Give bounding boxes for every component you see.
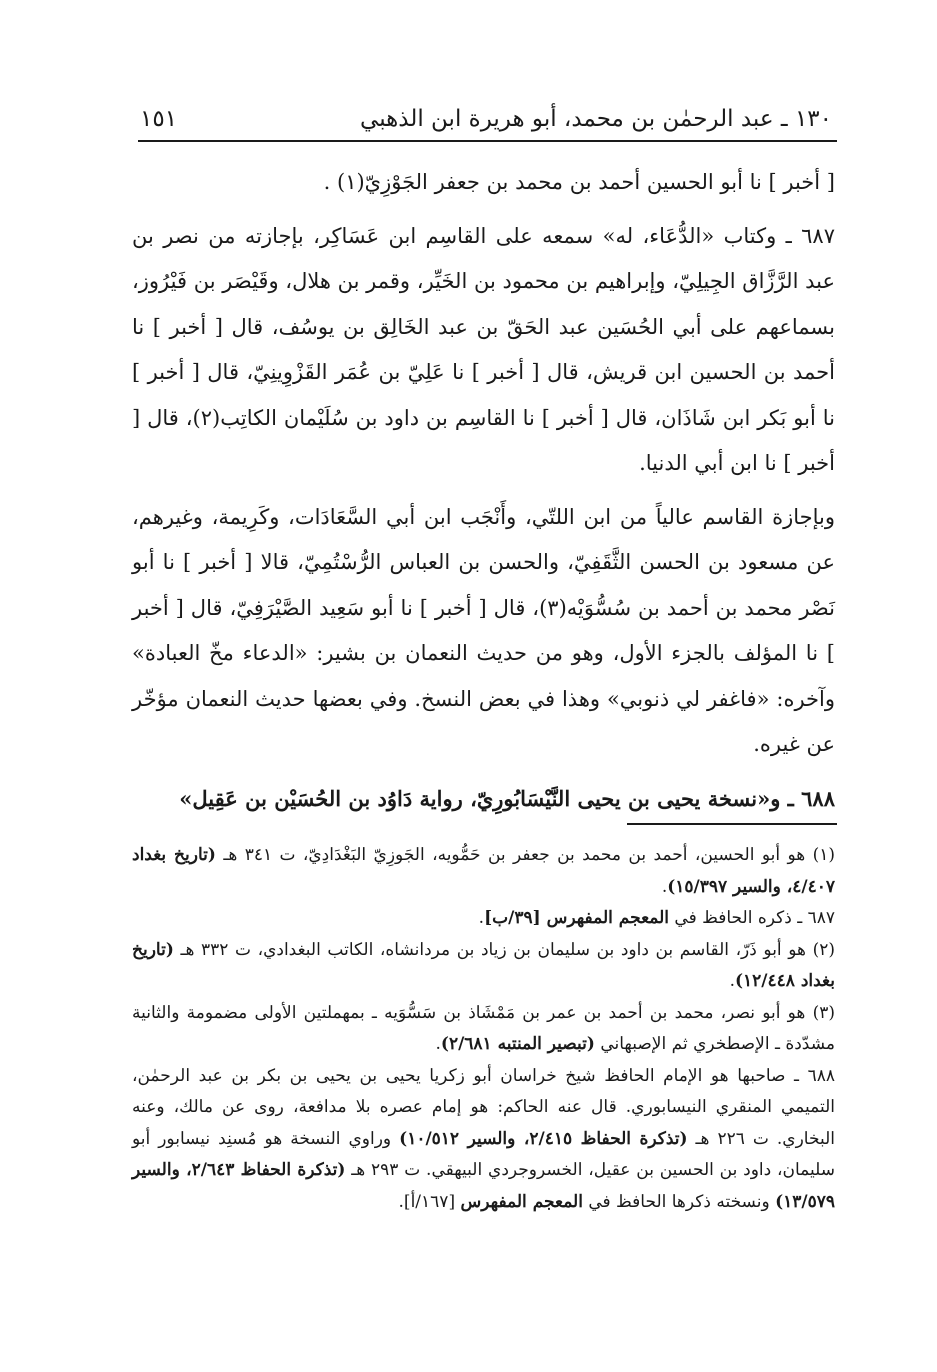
footnote-688: ٦٨٨ ـ صاحبها هو الإمام الحافظ شيخ خراسان أبو زكريا يحيى بن يحيى بن بكر بن عبد الرحمٰن، التميمي المنقري النيسابوري. قال عنه الحاكم: هو إمام عصره بلا مدافعة، روى عن مالك، وعنه البخاري. ت ٢٢٦ هـ (تذكرة الحفاظ ٢/٤١٥، والسير ١٠/٥١٢) وراوي النسخة هو مُسنِد نيسابور أبو سليمان، داود بن الحسين بن عقيل، الخسروجردي البيهقي. ت ٢٩٣ هـ (تذكرة الحفاظ ٢/٦٤٣، والسير ١٣/٥٧٩) ونسخته ذكرها الحافظ في المعجم المفهرس [١٦٧/أ].: [132, 1065, 836, 1212]
page-number: ١٥١: [140, 106, 178, 132]
footnote-2: (٢) هو أبو ذَرّ، القاسم بن داود بن سليمان بن زياد بن مردانشاه، الكاتب البغدادي، ت ٣٣٢ هـ (تاريخ بغداد ١٢/٤٤٨).: [132, 939, 835, 991]
footnote-687: ٦٨٧ ـ ذكره الحافظ في المعجم المفهرس [٣٩/ب].: [478, 908, 835, 928]
main-text: [132, 160, 835, 829]
footnote-1: (١) هو أبو الحسين، أحمد بن محمد بن جعفر بن حَمُّويه، الجَوزِيّ البَغْدَادِيّ، ت ٣٤١ هـ (تاريخ بغداد ٤/٤٠٧، والسير ١٥/٣٩٧).: [132, 845, 836, 897]
paragraph-1: [ أخبر ] نا أبو الحسين أحمد بن محمد بن جعفر الجَوْزِيّ(١) .: [323, 170, 835, 194]
paragraph-687: ٦٨٧ ـ وكتاب «الدُّعَاء، له» سمعه على القاسِم ابن عَسَاكِر، بإجازته من نصر بن عبد الرَّزَّاق الجِيلِيّ، وإبراهيم بن محمود بن الخَيِّر، وقمر بن هلال، وقَيْصَر بن فَيْرُوز، بسماعهم على أبي الحُسَين عبد الحَقّ بن عبد الخَالِق بن يوسُف، قال [ أخبر ] نا أحمد بن الحسين ابن قريش، قال [ أخبر ] نا عَلِيّ بن عُمَر القَزْوِينِيّ، قال [ أخبر ] نا أبو بَكر ابن شَاذَان، قال [ أخبر ] نا القاسِم بن داود بن سُلَيْمان الكاتِب(٢)، قال [ أخبر ] نا ابن أبي الدنيا.: [132, 223, 835, 475]
footnotes: [132, 840, 835, 1218]
running-title: ١٣٠ ـ عبد الرحمٰن بن محمد، أبو هريرة ابن الذهبي: [360, 106, 832, 132]
header-divider: [138, 140, 837, 142]
footnote-divider: [627, 823, 837, 825]
paragraph-3: وبإجازة القاسم عالياً من ابن اللتّي، وأَنْجَب ابن أبي السَّعَادَات، وكَرِيمة، وغيرهم، عن مسعود بن الحسن الثَّقَفِيّ، والحسن بن العباس الرُّسْتُمِيّ، قالا [ أخبر ] نا أبو نَصْر محمد بن أحمد بن سُسُّوَيْه(٣)، قال [ أخبر ] نا أبو سَعِيد الصَّيْرَفِيّ، قال [ أخبر ] نا المؤلف بالجزء الأول، وهو من حديث النعمان بن بشير: «الدعاء مخّ العبادة» وآخره: «فاغفر لي ذنوبي» وهذا في بعض النسخ. وفي بعضها حديث النعمان مؤخّر عن غيره.: [132, 504, 835, 756]
footnote-3: (٣) هو أبو نصر، محمد بن أحمد بن عمر بن مَمْشَاذ بن سَسُّوَيه ـ بمهملتين الأولى مضمومة والثانية مشدّدة ـ الإصطخري ثم الإصبهاني (تبصير المنتبه ٢/٦٨١).: [132, 1002, 835, 1054]
page-header: [140, 92, 832, 132]
paragraph-688: ٦٨٨ ـ و«نسخة يحيى بن يحيى النَّيْسَابُورِيّ، رواية دَاوُد بن الحُسَيْن بن عَقِيل»: [179, 785, 835, 811]
